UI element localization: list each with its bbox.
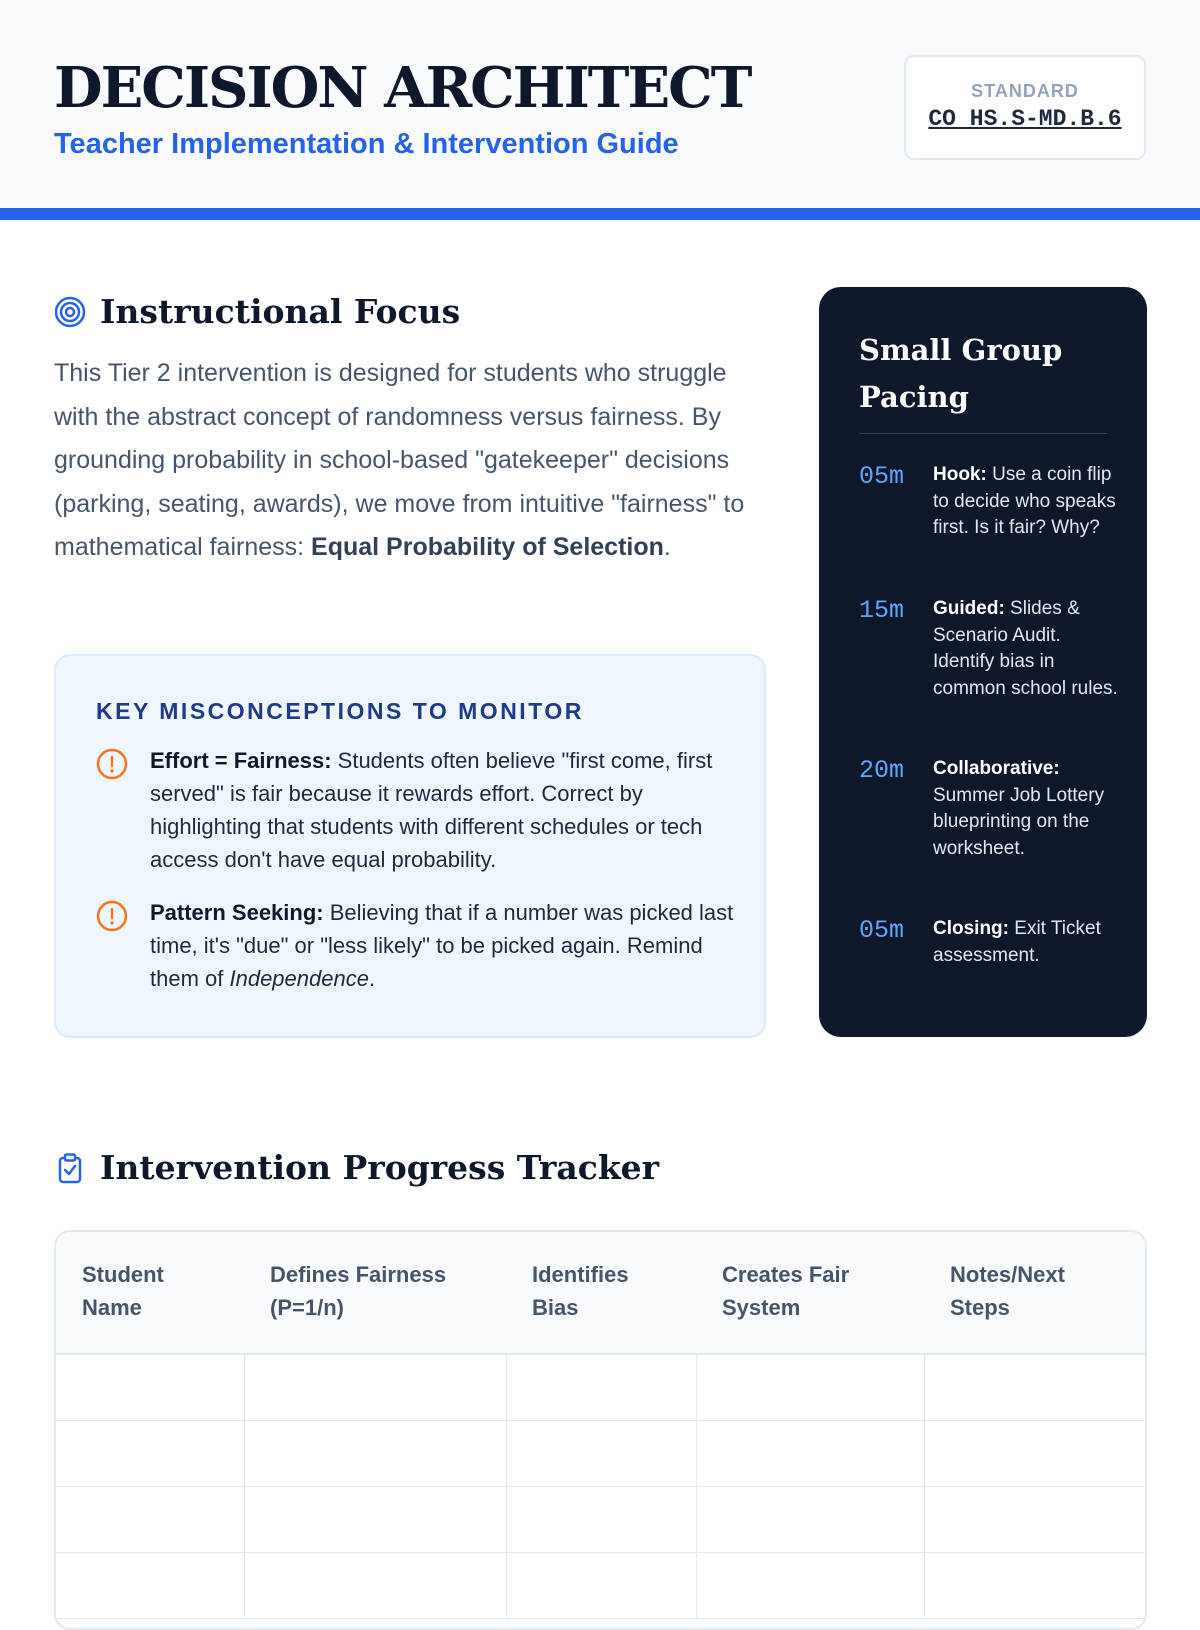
table-header-row: [56, 1232, 1147, 1354]
pacing-text: Slides & Scenario Audit. Identify bias in common school rules.: [933, 598, 1118, 699]
table-cell[interactable]: [506, 1420, 696, 1486]
table-cell[interactable]: [56, 1552, 244, 1618]
pacing-label: Guided:: [933, 598, 1005, 619]
table-cell[interactable]: [56, 1354, 244, 1420]
table-row: [56, 1420, 1147, 1486]
instructional-focus-heading: [54, 292, 460, 331]
table-cell[interactable]: [696, 1486, 924, 1552]
page-subtitle: Teacher Implementation & Intervention Guide: [54, 128, 679, 160]
standard-badge: [904, 55, 1146, 160]
misconceptions-card: [54, 654, 766, 1038]
pacing-item: [859, 916, 1119, 969]
misconception-end: .: [368, 966, 376, 991]
table-cell[interactable]: [924, 1354, 1147, 1420]
table-cell[interactable]: [56, 1420, 244, 1486]
table-cell[interactable]: [506, 1486, 696, 1552]
standard-label: STANDARD: [971, 81, 1079, 101]
table-row: [56, 1552, 1147, 1618]
column-header: Creates Fair System: [696, 1232, 924, 1354]
progress-tracker-table: [54, 1230, 1147, 1630]
misconception-item: [96, 896, 736, 995]
pacing-panel: [819, 287, 1147, 1037]
table-cell[interactable]: [696, 1552, 924, 1618]
pacing-time: 15m: [859, 596, 905, 625]
misconception-label: Effort = Fairness:: [150, 748, 332, 773]
table-cell[interactable]: [244, 1354, 506, 1420]
standard-code[interactable]: CO HS.S-MD.B.6: [928, 106, 1122, 132]
column-header: Identifies Bias: [506, 1232, 696, 1354]
table-cell[interactable]: [696, 1354, 924, 1420]
table-cell[interactable]: [506, 1552, 696, 1618]
instructional-focus-text: [54, 352, 769, 570]
pacing-time: 20m: [859, 756, 905, 785]
pacing-title: Small Group Pacing: [859, 333, 1063, 414]
table-row: [56, 1486, 1147, 1552]
table-cell[interactable]: [244, 1486, 506, 1552]
page-title: DECISION ARCHITECT: [54, 55, 751, 121]
table-cell[interactable]: [506, 1354, 696, 1420]
table-cell[interactable]: [56, 1486, 244, 1552]
misconception-emphasis: Independence: [229, 966, 369, 991]
instructional-focus-title: Instructional Focus: [100, 292, 461, 331]
focus-end: .: [663, 533, 671, 561]
table-cell[interactable]: [244, 1552, 506, 1618]
pacing-item: [859, 756, 1119, 862]
target-icon: [54, 296, 86, 328]
table-cell[interactable]: [696, 1420, 924, 1486]
table-cell[interactable]: [924, 1552, 1147, 1618]
misconception-label: Pattern Seeking:: [150, 900, 324, 925]
column-header: Notes/Next Steps: [924, 1232, 1147, 1354]
misconception-item: [96, 744, 736, 876]
table-cell[interactable]: [244, 1420, 506, 1486]
alert-circle-icon: [96, 900, 128, 995]
tracker-title: Intervention Progress Tracker: [100, 1148, 660, 1187]
page-header: [0, 0, 1200, 220]
table-row: [56, 1354, 1147, 1420]
focus-emphasis: Equal Probability of Selection: [311, 533, 664, 561]
pacing-text: Summer Job Lottery blueprinting on the worksheet.: [933, 784, 1105, 859]
misconceptions-title: KEY MISCONCEPTIONS TO MONITOR: [96, 698, 584, 724]
pacing-label: Collaborative:: [933, 758, 1060, 779]
pacing-divider: [859, 433, 1107, 434]
misconception-text: Students often believe "first come, first served" is fair because it rewards effort. Correct by highlighting that students with different schedules or tech access don't have equal probability.: [150, 748, 713, 872]
pacing-label: Closing:: [933, 918, 1009, 939]
clipboard-check-icon: [54, 1152, 86, 1184]
table-cell[interactable]: [924, 1420, 1147, 1486]
column-header: Defines Fairness (P=1/n): [244, 1232, 506, 1354]
tracker-heading: [54, 1148, 659, 1187]
column-header: Student Name: [56, 1232, 244, 1354]
focus-paragraph: This Tier 2 intervention is designed for students who struggle with the abstract concept of randomness versus fairness. By grounding probability in school-based "gatekeeper" decisions (parking, seating, awards), we move from intuitive "fairness" to mathematical fairness:: [54, 359, 745, 561]
pacing-time: 05m: [859, 916, 905, 945]
pacing-text: Exit Ticket assessment.: [933, 918, 1101, 966]
alert-circle-icon: [96, 748, 128, 876]
table-cell[interactable]: [924, 1486, 1147, 1552]
pacing-text: Use a coin flip to decide who speaks first. Is it fair? Why?: [933, 464, 1116, 538]
misconception-text: Believing that if a number was picked last time, it's "due" or "less likely" to be picked again. Remind them of: [150, 900, 734, 991]
pacing-item: [859, 596, 1119, 702]
pacing-item: [859, 462, 1119, 542]
pacing-label: Hook:: [933, 464, 987, 485]
pacing-time: 05m: [859, 462, 905, 491]
